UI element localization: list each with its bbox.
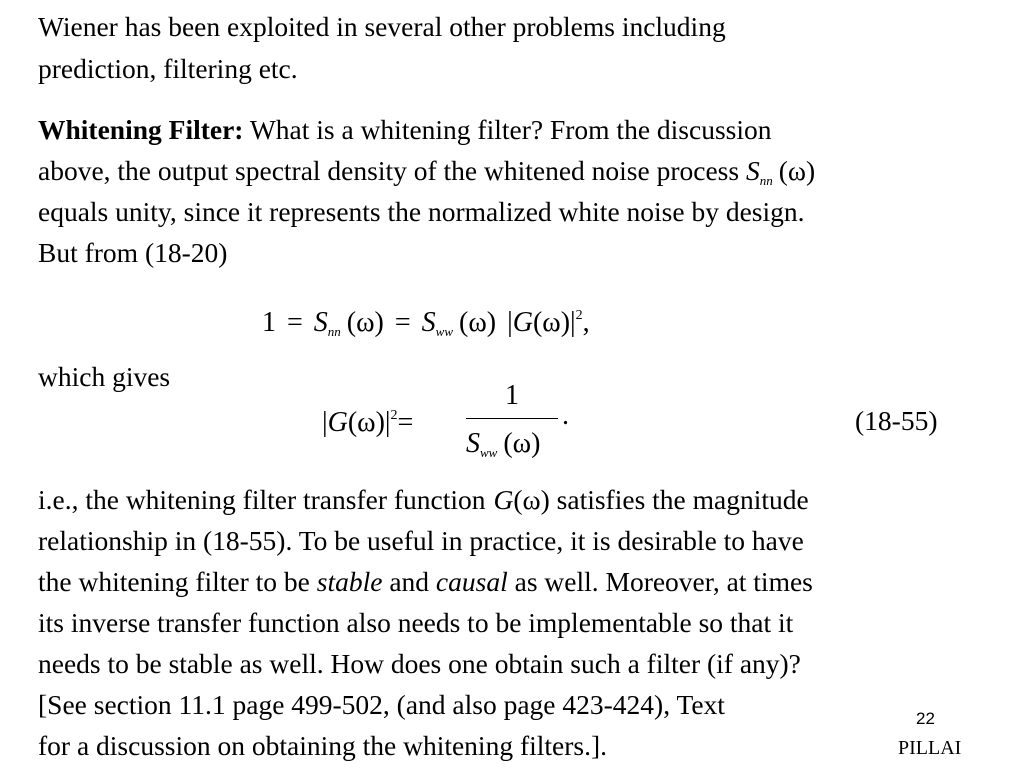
section-line-4: But from (18-20) [38,237,228,268]
fraction-denominator: $S_{ww}$ (ω) [466,428,541,460]
causal-emphasis: causal [435,566,508,597]
snn-inline: $S_{nn}$ (ω) [745,155,816,188]
intro-line-1: Wiener has been exploited in several other problems including [38,11,726,42]
intro-line-2: prediction, filtering etc. [38,53,298,84]
body-line-6: [See section 11.1 page 499-502, (and also page 423-424), Text [38,689,725,720]
body-line-7: for a discussion on obtaining the whitening filters.]. [38,730,608,761]
body-line-2: relationship in (18-55). To be useful in practice, it is desirable to have [38,525,804,556]
section-line-2 [38,155,815,197]
equation-label: (18-55) [855,405,938,436]
section-heading: Whitening Filter: [38,114,244,145]
section-line-3: equals unity, since it represents the normalized white noise by design. [38,196,805,227]
body-line-1: i.e., the whitening filter transfer function G(ω) satisfies the magnitude [38,484,809,515]
g-omega-inline: G [493,484,514,515]
section-line-2-text: above, the output spectral density of the whitened noise process [38,155,740,186]
body-line-4: its inverse transfer function also needs to be implementable so that it [38,607,794,638]
equation-lhs: $|G(\omega)|^2=$ [322,407,414,438]
author-label: PILLAI [898,737,962,759]
equation-period: . [562,400,569,431]
page-number: 22 [916,709,935,728]
which-gives-text: which gives [38,361,171,392]
body-line-3: the whitening filter to be stable and causal as well. Moreover, at times [38,566,813,597]
fraction-bar [466,418,558,419]
section-line-1 [38,114,772,146]
stable-emphasis: stable [316,566,383,597]
body-line-5: needs to be stable as well. How does one obtain such a filter (if any)? [38,648,801,679]
equation-unity: $1 = S_{nn}$ $(\omega) = S_{ww}$ (ω) $|G(\omega)|^2$, [262,307,590,339]
section-line-1-rest: What is a whitening filter? From the discussion [243,114,772,145]
fraction-numerator: 1 [505,380,519,411]
